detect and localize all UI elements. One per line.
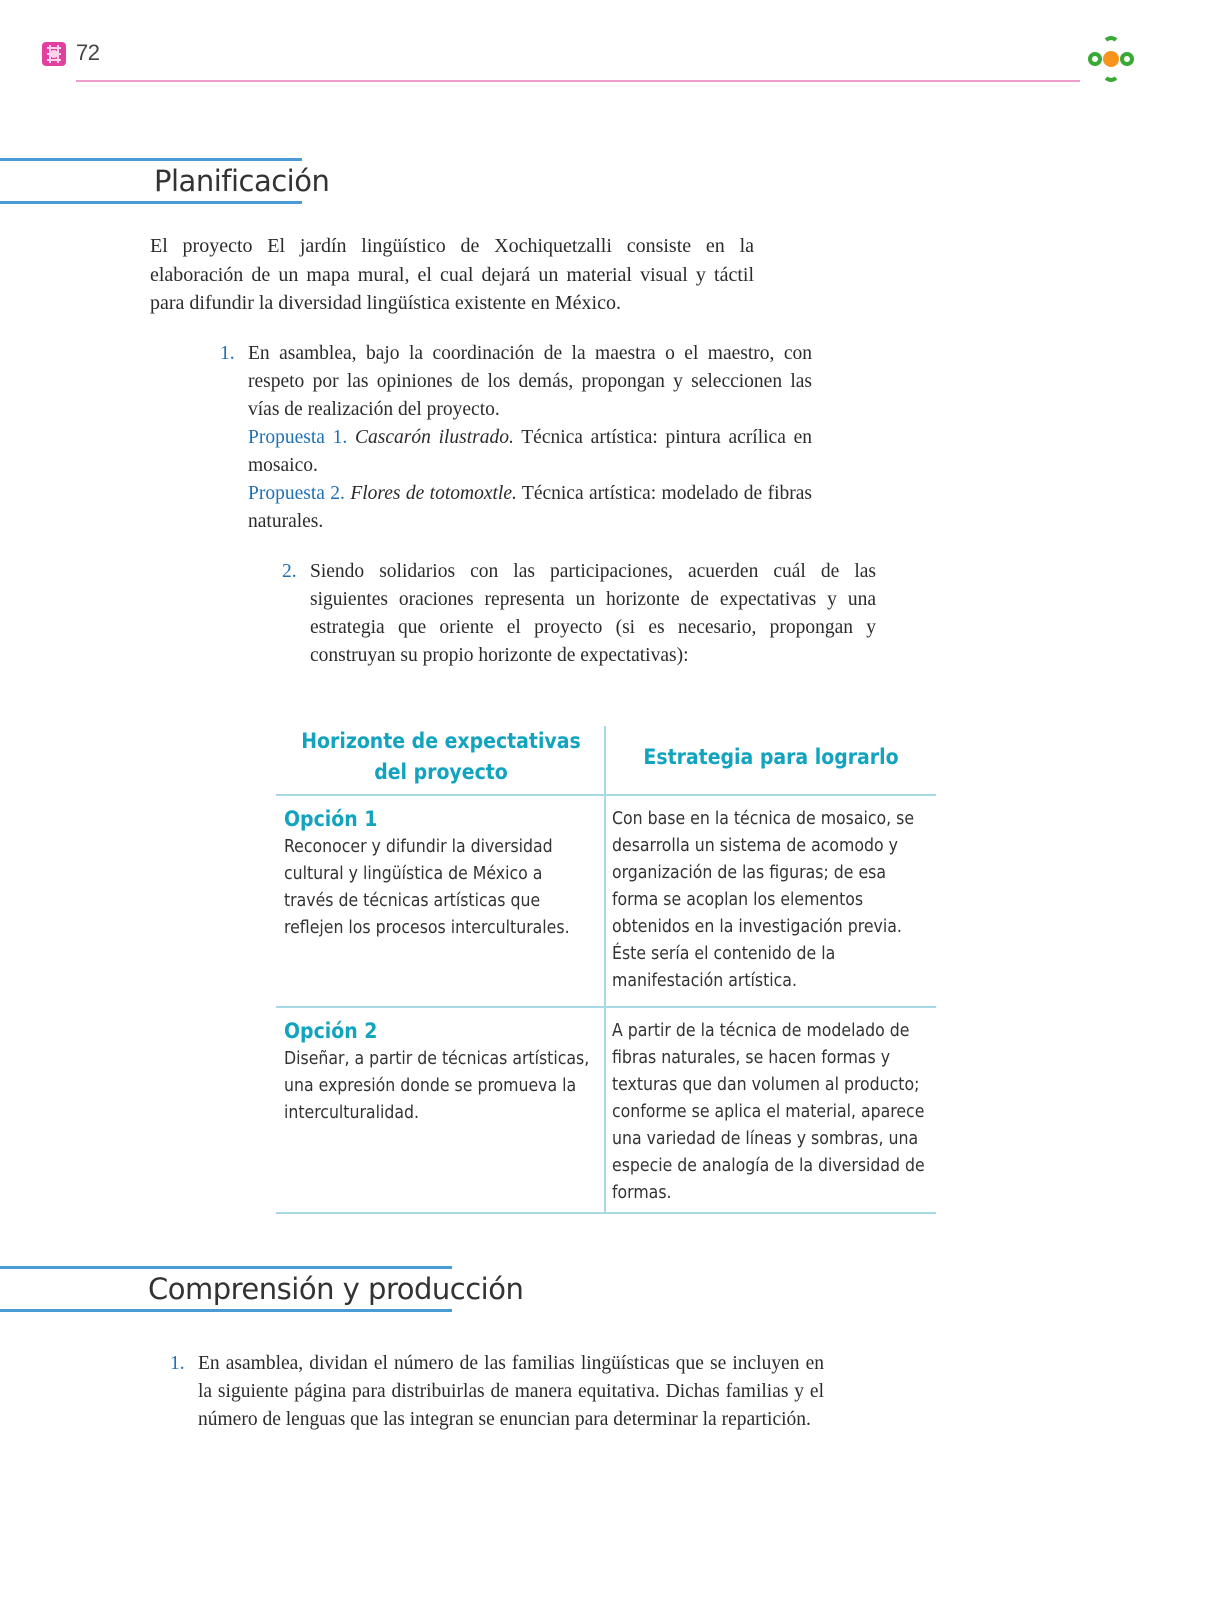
list-number: 1.: [170, 1353, 185, 1374]
table-rule: [276, 1212, 936, 1214]
option-label: Opción 2: [284, 1019, 378, 1043]
intro-paragraph: El proyecto El jardín lingüístico de Xochiquetzalli consiste en la elaboración de un mapa mural, el cual dejará un material visual y táctil para difundir la diversidad lingüística existente en México.: [150, 235, 754, 314]
list-item-1: [220, 340, 813, 536]
table-cell-horizon: [284, 804, 594, 942]
table-cell-horizon: [284, 1016, 594, 1127]
page-number: 72: [76, 40, 100, 65]
proposal-label: Propuesta 2.: [248, 483, 345, 504]
list-number: 2.: [282, 561, 297, 582]
proposal-title: Cascarón ilustrado.: [355, 427, 514, 448]
table-rule: [276, 1006, 936, 1008]
list-item-text: Siendo solidarios con las participaciones, acuerden cuál de las siguientes oraciones representa un horizonte de expectativas y una estrategia que oriente el proyecto (si es necesario, propongan y construyan su propio horizonte de expectativas):: [310, 561, 876, 666]
section-title-planificacion: [0, 158, 330, 204]
list-number: 1.: [220, 343, 235, 364]
table-rule: [276, 794, 936, 796]
table-cell-strategy: A partir de la técnica de modelado de fibras naturales, se hacen formas y texturas que dan volumen al producto; conforme se aplica el material, aparece una variedad de líneas y sombras, una especie de analogía de la diversidad de formas.: [612, 1021, 925, 1203]
option-label: Opción 1: [284, 807, 378, 831]
list-item-comprension-1: [170, 1350, 824, 1434]
proposal-title: Flores de totomoxtle.: [350, 483, 517, 504]
table-header-strategy: Estrategia para lograrlo: [643, 745, 899, 769]
proposal-text: Técnica artística: modelado de fibras naturales.: [248, 483, 813, 532]
section-title-comprension: [0, 1266, 524, 1312]
proposal-2: [248, 480, 812, 536]
table-cell-strategy: Con base en la técnica de mosaico, se desarrolla un sistema de acomodo y organización de las figuras; de esa forma se acoplan los elementos obtenidos en la investigación previa. Éste sería el contenido de la manifestación artística.: [612, 809, 915, 991]
list-item-text: En asamblea, dividan el número de las familias lingüísticas que se incluyen en la siguiente página para distribuirlas de manera equitativa. Dichas familias y el número de lenguas que las integran se enuncian para determinar la repartición.: [198, 1353, 824, 1430]
table-column-divider: [604, 726, 606, 1214]
list-item-2: [282, 558, 876, 670]
section-title-label: Comprensión y producción: [148, 1272, 524, 1306]
horizon-text: Reconocer y difundir la diversidad cultural y lingüística de México a través de técnicas artísticas que reflejen los procesos interculturales.: [284, 837, 570, 938]
list-item-text: En asamblea, bajo la coordinación de la maestra o el maestro, con respeto por las opiniones de los demás, propongan y seleccionen las vías de realización del proyecto.: [248, 343, 812, 420]
pink-glyph-icon: [40, 40, 68, 68]
header-rule: [76, 80, 1080, 82]
proposal-label: Propuesta 1.: [248, 427, 348, 448]
section-title-label: Planificación: [154, 164, 330, 198]
colorful-flower-logo-icon: [1084, 32, 1138, 86]
table-header-horizon: Horizonte de expectativas del proyecto: [301, 729, 581, 784]
proposal-text: Técnica artística: pintura acrílica en mosaico.: [248, 427, 812, 476]
proposal-1: [248, 424, 812, 480]
horizon-text: Diseñar, a partir de técnicas artísticas, una expresión donde se promueva la interculturalidad.: [284, 1049, 590, 1123]
